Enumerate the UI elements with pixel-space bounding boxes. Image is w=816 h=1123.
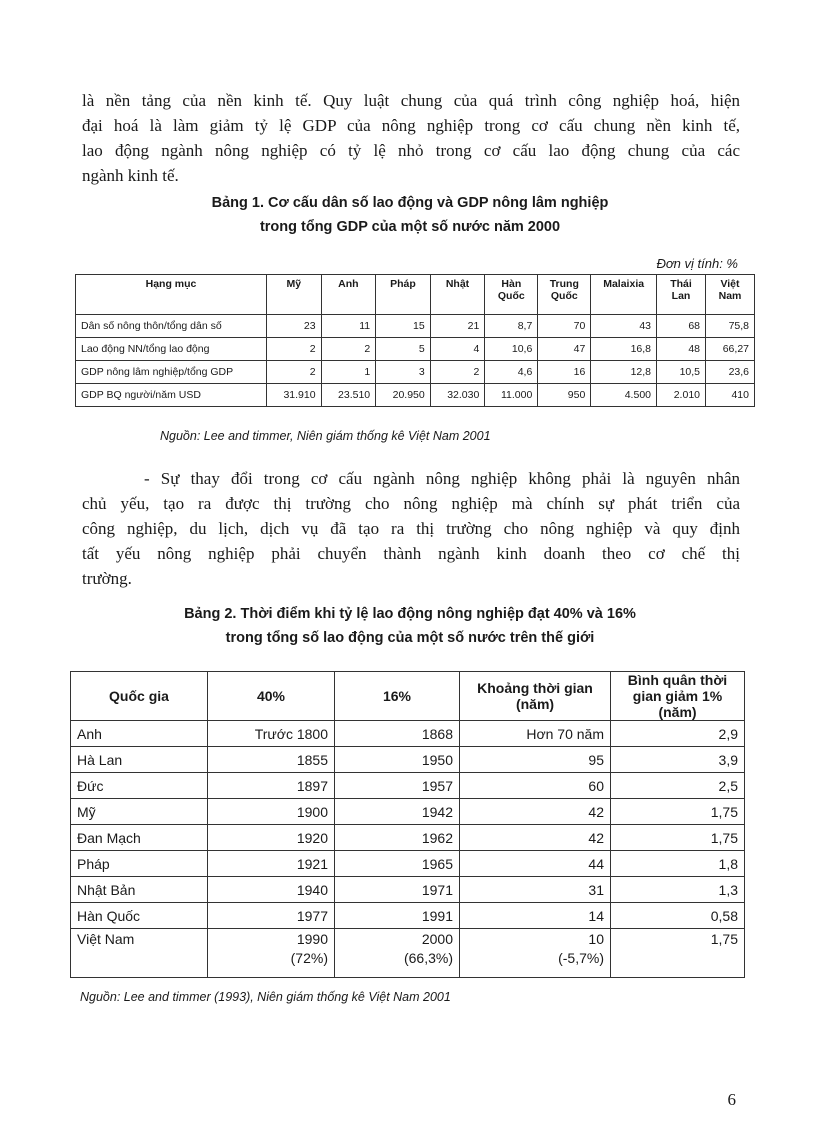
- table-cell: 16,8: [591, 338, 657, 361]
- table1-header: Hàn Quốc: [485, 275, 538, 315]
- table-cell: 32.030: [430, 384, 485, 407]
- intro-line: ngành kinh tế.: [82, 166, 179, 185]
- table-cell: 1942: [335, 799, 460, 825]
- table-cell: 2: [430, 361, 485, 384]
- table2-caption-line1: Bảng 2. Thời điểm khi tỷ lệ lao động nông nghiệp đạt 40% và 16%: [184, 606, 636, 622]
- table-cell: 60: [460, 773, 611, 799]
- table-cell: Đan Mạch: [71, 825, 208, 851]
- table-cell: 2,5: [611, 773, 745, 799]
- table-cell: 1,75: [611, 825, 745, 851]
- table-cell: 48: [657, 338, 706, 361]
- table2-header: 16%: [335, 672, 460, 721]
- table-cell: 1868: [335, 721, 460, 747]
- table-cell: 4: [430, 338, 485, 361]
- table1-header: Hạng mục: [76, 275, 267, 315]
- table2-caption-line2: trong tổng số lao động của một số nước trên thế giới: [225, 630, 595, 646]
- table2-header-row: [71, 672, 745, 721]
- table-cell: 1855: [208, 747, 335, 773]
- table-cell: 11: [321, 315, 376, 338]
- table-cell: Việt Nam: [71, 929, 208, 978]
- table-row: [76, 361, 755, 384]
- table-cell: 75,8: [706, 315, 755, 338]
- table-cell: 23.510: [321, 384, 376, 407]
- table-cell: [335, 929, 460, 978]
- table1-header: Malaixia: [591, 275, 657, 315]
- intro-line: lao động ngành nông nghiệp có tỷ lệ nhỏ trong cơ cấu lao động chung của các: [82, 141, 740, 160]
- table1-header: Anh: [321, 275, 376, 315]
- table-row: [76, 338, 755, 361]
- cell-value: 2000: [421, 931, 453, 947]
- table-cell: 1977: [208, 903, 335, 929]
- cell-note: (66,3%): [403, 950, 453, 966]
- table1-caption: [60, 191, 760, 239]
- table-cell: Mỹ: [71, 799, 208, 825]
- table-cell: 66,27: [706, 338, 755, 361]
- table-cell: 1940: [208, 877, 335, 903]
- table-cell: Pháp: [71, 851, 208, 877]
- table-cell: 70: [538, 315, 591, 338]
- table-cell: 1: [321, 361, 376, 384]
- table1-header: Pháp: [376, 275, 431, 315]
- table1-header: Mỹ: [267, 275, 322, 315]
- table2-header: Bình quân thời gian giảm 1% (năm): [611, 672, 745, 721]
- table2-source: Nguồn: Lee and timmer (1993), Niên giám thống kê Việt Nam 2001: [80, 990, 451, 1004]
- table2-header: Khoảng thời gian (năm): [460, 672, 611, 721]
- table-cell: 2: [267, 361, 322, 384]
- table1: [75, 274, 755, 407]
- table-cell: 1,3: [611, 877, 745, 903]
- table-cell: 42: [460, 799, 611, 825]
- table-row: [71, 825, 745, 851]
- table-cell: 2: [267, 338, 322, 361]
- table-row: [71, 799, 745, 825]
- table-cell: 1900: [208, 799, 335, 825]
- table-cell: 68: [657, 315, 706, 338]
- table-cell: 2.010: [657, 384, 706, 407]
- table-cell: 1965: [335, 851, 460, 877]
- table-cell: 4,6: [485, 361, 538, 384]
- table-cell: Lao động NN/tổng lao động: [76, 338, 267, 361]
- table-row: [76, 384, 755, 407]
- table-cell: 16: [538, 361, 591, 384]
- table-cell: Hơn 70 năm: [460, 721, 611, 747]
- table-cell: 47: [538, 338, 591, 361]
- table-cell: 1897: [208, 773, 335, 799]
- cell-note: (72%): [290, 950, 328, 966]
- table-cell: 11.000: [485, 384, 538, 407]
- table-cell: 1957: [335, 773, 460, 799]
- table-cell: 1971: [335, 877, 460, 903]
- table-cell: 15: [376, 315, 431, 338]
- table-cell: 44: [460, 851, 611, 877]
- table-row: [71, 903, 745, 929]
- table-cell: 12,8: [591, 361, 657, 384]
- table1-header: Trung Quốc: [538, 275, 591, 315]
- cell-value: 1990: [296, 931, 328, 947]
- table-row: [76, 315, 755, 338]
- table1-header: Nhật: [430, 275, 485, 315]
- table1-source: Nguồn: Lee and timmer, Niên giám thống kê Việt Nam 2001: [160, 429, 491, 443]
- table-cell: 5: [376, 338, 431, 361]
- middle-line: - Sự thay đổi trong cơ cấu ngành nông nghiệp không phải là nguyên nhân: [144, 469, 740, 488]
- table2-caption: [60, 602, 760, 650]
- table-cell: Hàn Quốc: [71, 903, 208, 929]
- table2-header: Quốc gia: [71, 672, 208, 721]
- middle-line: chủ yếu, tạo ra được thị trường cho nông nghiệp mà chính sự phát triển của: [82, 494, 740, 513]
- table-cell: 23,6: [706, 361, 755, 384]
- table-cell: [208, 929, 335, 978]
- table-cell: 1,75: [611, 799, 745, 825]
- table-row: [71, 721, 745, 747]
- table-row: [71, 851, 745, 877]
- table2: [70, 671, 745, 978]
- table-cell: GDP BQ người/năm USD: [76, 384, 267, 407]
- table1-header: Thái Lan: [657, 275, 706, 315]
- table-cell: 42: [460, 825, 611, 851]
- table-cell: 2: [321, 338, 376, 361]
- table1-caption-line2: trong tổng GDP của một số nước năm 2000: [259, 219, 561, 235]
- table-cell: Trước 1800: [208, 721, 335, 747]
- cell-value: 10: [588, 931, 604, 947]
- table-cell: 1921: [208, 851, 335, 877]
- table-cell: 2,9: [611, 721, 745, 747]
- table-cell: 410: [706, 384, 755, 407]
- table-cell: [460, 929, 611, 978]
- table-cell: Nhật Bản: [71, 877, 208, 903]
- intro-line: là nền tảng của nền kinh tế. Quy luật chung của quá trình công nghiệp hoá, hiện: [82, 91, 740, 110]
- table-cell: 31: [460, 877, 611, 903]
- table-cell: 1950: [335, 747, 460, 773]
- table-cell: 14: [460, 903, 611, 929]
- table-cell: 23: [267, 315, 322, 338]
- table-row: [71, 773, 745, 799]
- table-cell: 20.950: [376, 384, 431, 407]
- table-cell: 10,5: [657, 361, 706, 384]
- table-cell: 3,9: [611, 747, 745, 773]
- cell-note: (-5,7%): [558, 950, 604, 966]
- table-cell: Hà Lan: [71, 747, 208, 773]
- table-cell: 950: [538, 384, 591, 407]
- table-cell: 1991: [335, 903, 460, 929]
- table-cell: 43: [591, 315, 657, 338]
- table-cell: 1920: [208, 825, 335, 851]
- table-cell: GDP nông lâm nghiệp/tổng GDP: [76, 361, 267, 384]
- page-number: 6: [727, 1090, 736, 1109]
- table-cell: 3: [376, 361, 431, 384]
- table-cell: Đức: [71, 773, 208, 799]
- table-row: [71, 747, 745, 773]
- table-cell: 95: [460, 747, 611, 773]
- intro-line: đại hoá là làm giảm tỷ lệ GDP của nông nghiệp trong cơ cấu chung nền kinh tế,: [82, 116, 740, 135]
- table1-header-row: [76, 275, 755, 315]
- table-cell: 1,75: [611, 929, 745, 978]
- middle-paragraph: [82, 466, 740, 591]
- table-row: [71, 877, 745, 903]
- middle-line: công nghiệp, du lịch, dịch vụ đã tạo ra thị trường cho nông nghiệp và quy định: [82, 519, 740, 538]
- intro-paragraph: [82, 88, 740, 188]
- table-cell: 31.910: [267, 384, 322, 407]
- table-cell: Dân số nông thôn/tổng dân số: [76, 315, 267, 338]
- table-cell: Anh: [71, 721, 208, 747]
- middle-line: trường.: [82, 569, 132, 588]
- middle-line: tất yếu nông nghiệp phải chuyển thành ngành kinh doanh theo cơ chế thị: [82, 544, 740, 563]
- table1-header: Việt Nam: [706, 275, 755, 315]
- table-cell: 1,8: [611, 851, 745, 877]
- table-row: [71, 929, 745, 978]
- table2-header: 40%: [208, 672, 335, 721]
- table1-unit: Đơn vị tính: %: [656, 256, 738, 271]
- table-cell: 4.500: [591, 384, 657, 407]
- table-cell: 1962: [335, 825, 460, 851]
- table-cell: 0,58: [611, 903, 745, 929]
- table-cell: 10,6: [485, 338, 538, 361]
- table-cell: 8,7: [485, 315, 538, 338]
- table-cell: 21: [430, 315, 485, 338]
- table1-caption-line1: Bảng 1. Cơ cấu dân số lao động và GDP nông lâm nghiệp: [211, 195, 609, 211]
